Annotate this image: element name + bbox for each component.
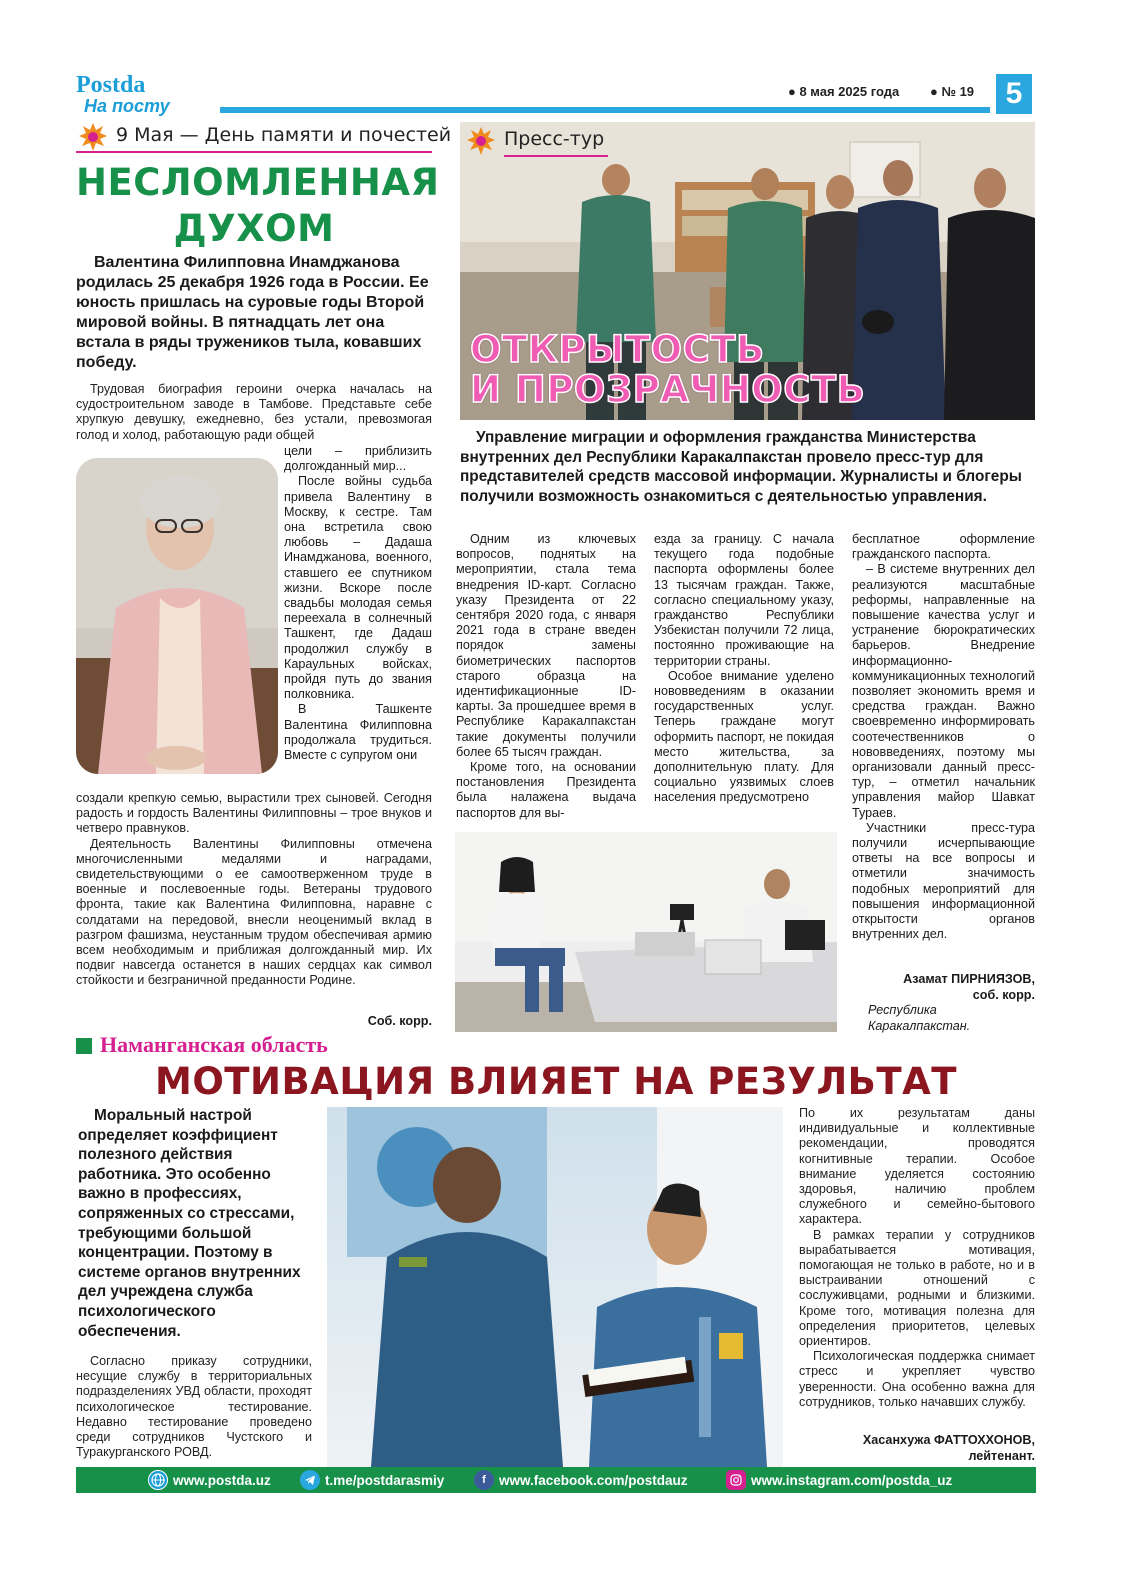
masthead-rule bbox=[220, 107, 990, 113]
article-lead: Валентина Филипповна Инамджанова родилась 25 декабря 1926 года в России. Ее юность пришлась на суровые годы Второй мировой войны. В пятнадцать лет она встала в ряды тружеников тыла, ковавших победу. bbox=[76, 254, 429, 371]
footer-telegram-link[interactable] bbox=[300, 1467, 444, 1493]
star-burst-icon bbox=[466, 126, 496, 156]
article-column-2 bbox=[654, 532, 834, 806]
article-body-paragraph: Участники пресс-тура получили исчерпывающие ответы на все вопросы и отметили значимость подобных мероприятий для повышения информационной открытости органов внутренних дел. bbox=[852, 820, 1035, 942]
article-body-left bbox=[76, 1354, 312, 1460]
headline-openness bbox=[470, 330, 865, 410]
headline-motivation: МОТИВАЦИЯ ВЛИЯЕТ НА РЕЗУЛЬТАТ bbox=[155, 1060, 957, 1103]
article-lead: Моральный настрой определяет коэффициент полезного действия работника. Это особенно важно в профессиях, сопряженных со стрессами, требующими большой концентрации. Поэтому в системе органов внутренних дел учреждена служба психологического обеспечения. bbox=[78, 1107, 301, 1340]
instagram-icon bbox=[726, 1470, 746, 1490]
logo-title: Postda bbox=[76, 72, 146, 98]
article-body-paragraph: езда за границу. С начала текущего года подобные паспорта оформлены более 13 тысячам граждан. Также, согласно специальному указу, гражданство Республики Узбекистан получили 72 лица, постоянно проживающие на территории страны. bbox=[654, 532, 834, 668]
signature-name: Азамат ПИРНИЯЗОВ, bbox=[903, 972, 1035, 986]
signature-role: соб. корр. bbox=[972, 987, 1035, 1002]
article-body-paragraph: цели – приблизить долгожданный мир... bbox=[284, 444, 432, 474]
article-body-paragraph: – В системе внутренних дел реализуются масштабные реформы, направленные на повышение качества услуг и устранение бюрократических барьеров. Внедрение информационно-коммуникационных технологий позволяет экономить время и средства граждан. Важно своевременно информировать соотечественников о нововведениях, поэтому мы организовали данный пресс-тур, – отметил начальник управления майор Шавкат Тураев. bbox=[852, 562, 1035, 820]
telegram-icon bbox=[300, 1470, 320, 1490]
photo-veteran-woman bbox=[76, 458, 278, 774]
rubric-victory-day: 9 Мая — День памяти и почестей bbox=[116, 124, 452, 146]
article-body-paragraph: создали крепкую семью, вырастили трех сыновей. Сегодня радость и гордость Валентины Филипповны – трое внуков и четверо правнуков. bbox=[76, 791, 432, 836]
globe-icon bbox=[148, 1470, 168, 1490]
headline-line-2: ДУХОМ bbox=[173, 207, 335, 250]
article-body-paragraph: бесплатное оформление гражданского паспорта. bbox=[852, 532, 1035, 562]
signature-place: Республика bbox=[868, 1003, 937, 1017]
article-body-paragraph: После войны судьба привела Валентину в Москву, к сестре. Там она встретила свою любовь – Дадаша Инамджанова, военного, ставшего ее спутником жизни. Вскоре после свадьбы молодая семья переехала в солнечный Ташкент, где Дадаш продолжил службу в Караульных войсках, пройдя путь до звания полковника. bbox=[284, 474, 432, 702]
article-signature bbox=[852, 972, 1035, 1034]
headline-line-2: И ПРОЗРАЧНОСТЬ bbox=[470, 368, 866, 411]
headline-line-1: ОТКРЫТОСТЬ bbox=[470, 328, 765, 371]
region-square-marker bbox=[76, 1038, 92, 1054]
footer-instagram-link[interactable] bbox=[726, 1467, 952, 1493]
article-body-paragraph: Особое внимание уделено нововведениям в оказании государственных услуг. Теперь граждане могут оформить паспорт, не покидая место жительства, за дополнительную плату. Для социально уязвимых слоев населения предусмотрено bbox=[654, 668, 834, 805]
article-body-paragraph: Трудовая биография героини очерка началась на судостроительном заводе в Тамбове. Представьте себе хрупкую девушку, ежедневно, без устали, превозмогая голод и холод, работающую ради общей bbox=[76, 382, 432, 442]
rubric-press-tour: Пресс-тур bbox=[504, 128, 605, 150]
article-body-paragraph: По их результатам даны индивидуальные и коллективные рекомендации, проводятся когнитивные терапии. Особое внимание уделяется состоянию здоровья, наличию проблем служебного и семейно-бытового характера. bbox=[799, 1106, 1035, 1227]
article-body-paragraph: Деятельность Валентины Филипповны отмечена многочисленными медалями и наградами, свидетельствующими о ее самоотверженном труде в военные и послевоенные годы. Ветераны трудового фронта, такие как Валентина Филипповна, наравне с солдатами на передовой, внесли неоценимый вклад в разгром фашизма, неустанным трудом обеспечивая армию всем необходимым и приближая долгожданный мир. Их подвиг навсегда останется в наших сердцах как символ стойкости и безграничной преданности Родине. bbox=[76, 836, 432, 988]
article-column-1 bbox=[456, 532, 636, 821]
footer-website-text: www.postda.uz bbox=[173, 1472, 271, 1488]
photo-passport-office bbox=[455, 832, 837, 1032]
issue-number: ● № 19 bbox=[930, 84, 975, 99]
signature-place: Каракалпакстан. bbox=[868, 1018, 971, 1033]
article-body-paragraph: Психологическая поддержка снимает стресс и укрепляет чувство уверенности. Она особенно важна для сотрудников, только начавших службу. bbox=[799, 1349, 1035, 1409]
footer-facebook-link[interactable] bbox=[474, 1467, 688, 1493]
star-burst-icon bbox=[78, 122, 108, 152]
facebook-icon: f bbox=[474, 1470, 494, 1490]
footer-website-link[interactable] bbox=[148, 1467, 271, 1493]
footer-telegram-text: t.me/postdarasmiy bbox=[325, 1472, 445, 1488]
article-body-paragraph: Кроме того, на основании постановления Президента была налажена выдача паспортов для вы- bbox=[456, 760, 636, 820]
rubric-namangan-region: Наманганская область bbox=[100, 1032, 328, 1057]
article-lead: Управление миграции и оформления гражданства Министерства внутренних дел Республики Каракалпакстан провело пресс-тур для представителей средств массовой информации. Журналисты и блогеры получили возможность ознакомиться с деятельностью управления. bbox=[460, 429, 1022, 505]
rubric-underline bbox=[504, 155, 608, 157]
issue-date: ● 8 мая 2025 года bbox=[788, 84, 900, 99]
article-body-wrap-column bbox=[284, 444, 432, 763]
rubric-underline bbox=[76, 151, 432, 153]
headline-unbroken-spirit bbox=[76, 160, 440, 252]
article-signature bbox=[799, 1433, 1035, 1464]
article-body-paragraph: В рамках терапии у сотрудников вырабатывается мотивация, помогающая не только в работе, но и в выстраивании отношений с сослуживцами, родными и близкими. Кроме того, мотивация полезна для определения приоритетов, целевых ориентиров. bbox=[799, 1227, 1035, 1349]
page-number: 5 bbox=[996, 74, 1032, 114]
photo-officers-meeting bbox=[327, 1107, 783, 1467]
article-body-bottom bbox=[76, 791, 432, 989]
article-body-right bbox=[799, 1106, 1035, 1410]
newspaper-logo bbox=[76, 74, 206, 118]
headline-line-1: НЕСЛОМЛЕННАЯ bbox=[76, 161, 440, 204]
article-body-paragraph: Согласно приказу сотрудники, несущие службу в территориальных подразделениях УВД области, проходят психологическое тестирование. Недавно тестирование проведено среди сотрудников Чустского и Туракурганского РОВД. bbox=[76, 1354, 312, 1460]
article-body-paragraph: Одним из ключевых вопросов, поднятых на мероприятии, стала тема внедрения ID-карт. Согласно указу Президента от 22 сентября 2020 года, с января 2021 года в стране введен порядок замены биометрических паспортов старого образца на идентификационные ID-карты. За прошедшее время в Республике Каракалпакстан такие документы получили более 65 тысяч граждан. bbox=[456, 532, 636, 759]
footer-facebook-text: www.facebook.com/postdauz bbox=[499, 1472, 688, 1488]
article-signature: Соб. корр. bbox=[367, 1014, 432, 1028]
logo-subtitle: На посту bbox=[84, 96, 170, 116]
article-body-paragraph: В Ташкенте Валентина Филипповна продолжала трудиться. Вместе с супругом они bbox=[284, 702, 432, 763]
signature-name: Хасанхужа ФАТТОХХОНОВ, bbox=[862, 1433, 1035, 1447]
signature-role: лейтенант. bbox=[968, 1448, 1035, 1463]
article-column-3 bbox=[852, 532, 1035, 942]
footer-instagram-text: www.instagram.com/postda_uz bbox=[751, 1472, 953, 1488]
